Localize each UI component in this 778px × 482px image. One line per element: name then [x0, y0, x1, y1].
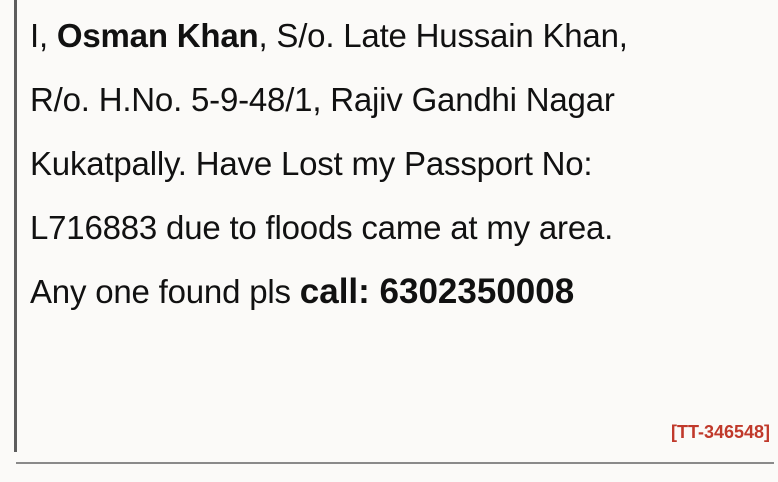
advertisement-reference-code: [TT-346548]	[670, 422, 770, 442]
contact-phone-number: call: 6302350008	[299, 272, 575, 311]
column-divider-rule	[14, 0, 17, 452]
ad-line-1-suffix: , S/o. Late Hussain Khan,	[258, 17, 628, 54]
bottom-divider-rule	[16, 462, 774, 464]
advertiser-name: Osman Khan	[56, 17, 259, 54]
ad-line-3: Kukatpally. Have Lost my Passport No:	[30, 145, 593, 182]
ad-line-5	[30, 260, 770, 324]
ad-line-1-prefix: I,	[30, 17, 57, 54]
ad-line-5-prefix: Any one found pls	[30, 273, 300, 310]
ad-line-4: L716883 due to floods came at my area.	[30, 209, 614, 246]
ad-line-2: R/o. H.No. 5-9-48/1, Rajiv Gandhi Nagar	[30, 81, 615, 118]
ad-line-1	[30, 4, 770, 68]
advertisement-text	[30, 4, 770, 324]
